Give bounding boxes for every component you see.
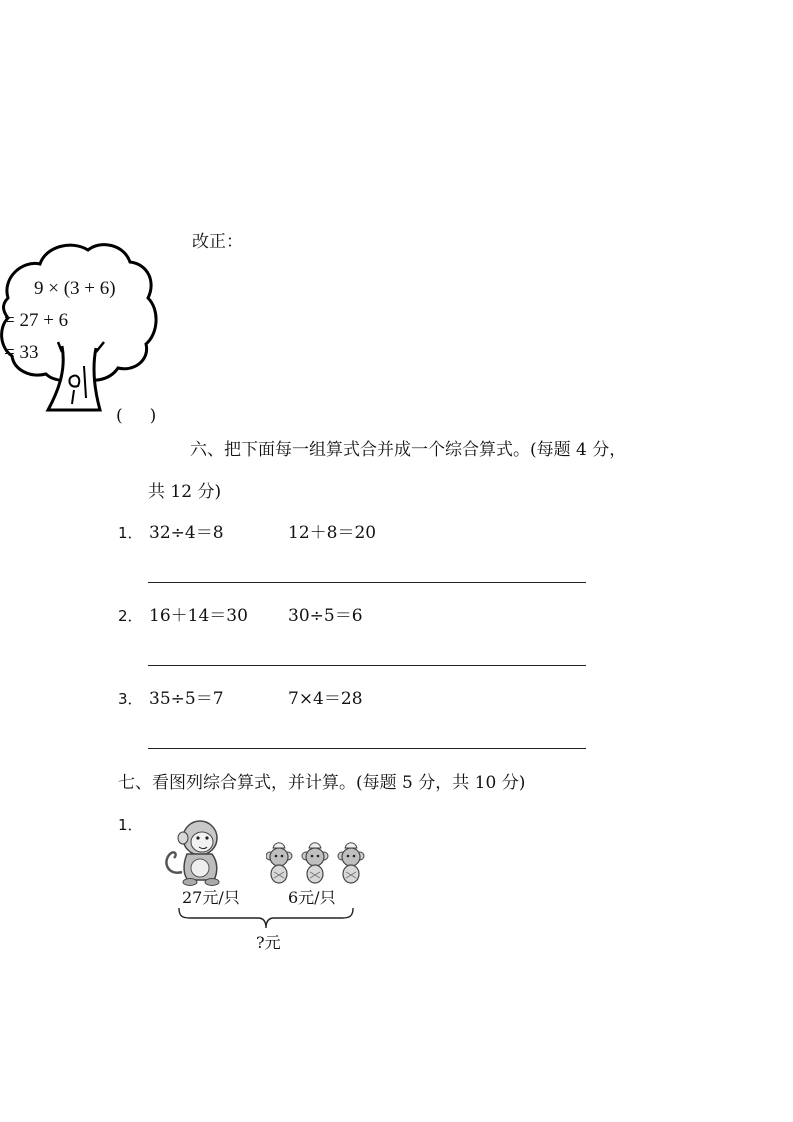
monkey-illustration	[160, 814, 230, 888]
section6-heading-cont: 共 12 分)	[148, 482, 222, 502]
equation-1: 32÷4＝8	[149, 523, 224, 543]
answer-line[interactable]	[148, 748, 586, 749]
equation-1: 35÷5＝7	[149, 689, 224, 709]
brace-icon	[176, 906, 356, 930]
monkey-price: 27元/只	[182, 888, 240, 907]
equation-2: 30÷5＝6	[288, 606, 363, 626]
item-number: 1．	[118, 816, 143, 834]
brace	[176, 906, 356, 930]
judge-bracket[interactable]: ( )	[116, 406, 157, 426]
section6-heading: 六、把下面每一组算式合并成一个综合算式。(每题 4 分，	[190, 440, 627, 460]
section7-heading: 七、看图列综合算式，并计算。(每题 5 分，共 10 分)	[118, 773, 526, 793]
item-number: 3．	[118, 690, 143, 708]
tree-line-3: = 33	[4, 342, 39, 363]
tree-line-1: 9 × (3 + 6)	[34, 278, 116, 299]
toy-price: 6元/只	[288, 888, 336, 907]
monkey-icon	[160, 814, 230, 888]
total-price: ?元	[256, 933, 281, 952]
equation-2: 12＋8＝20	[288, 523, 377, 543]
equation-1: 16＋14＝30	[149, 606, 248, 626]
tree-line-2: = 27 + 6	[4, 310, 69, 331]
item-number: 2．	[118, 607, 143, 625]
toy-illustration	[266, 840, 366, 886]
toy-icon	[266, 840, 366, 886]
answer-line[interactable]	[148, 582, 586, 583]
correction-label: 改正：	[192, 232, 243, 252]
item-number: 1．	[118, 524, 143, 542]
answer-line[interactable]	[148, 665, 586, 666]
equation-2: 7×4＝28	[288, 689, 363, 709]
